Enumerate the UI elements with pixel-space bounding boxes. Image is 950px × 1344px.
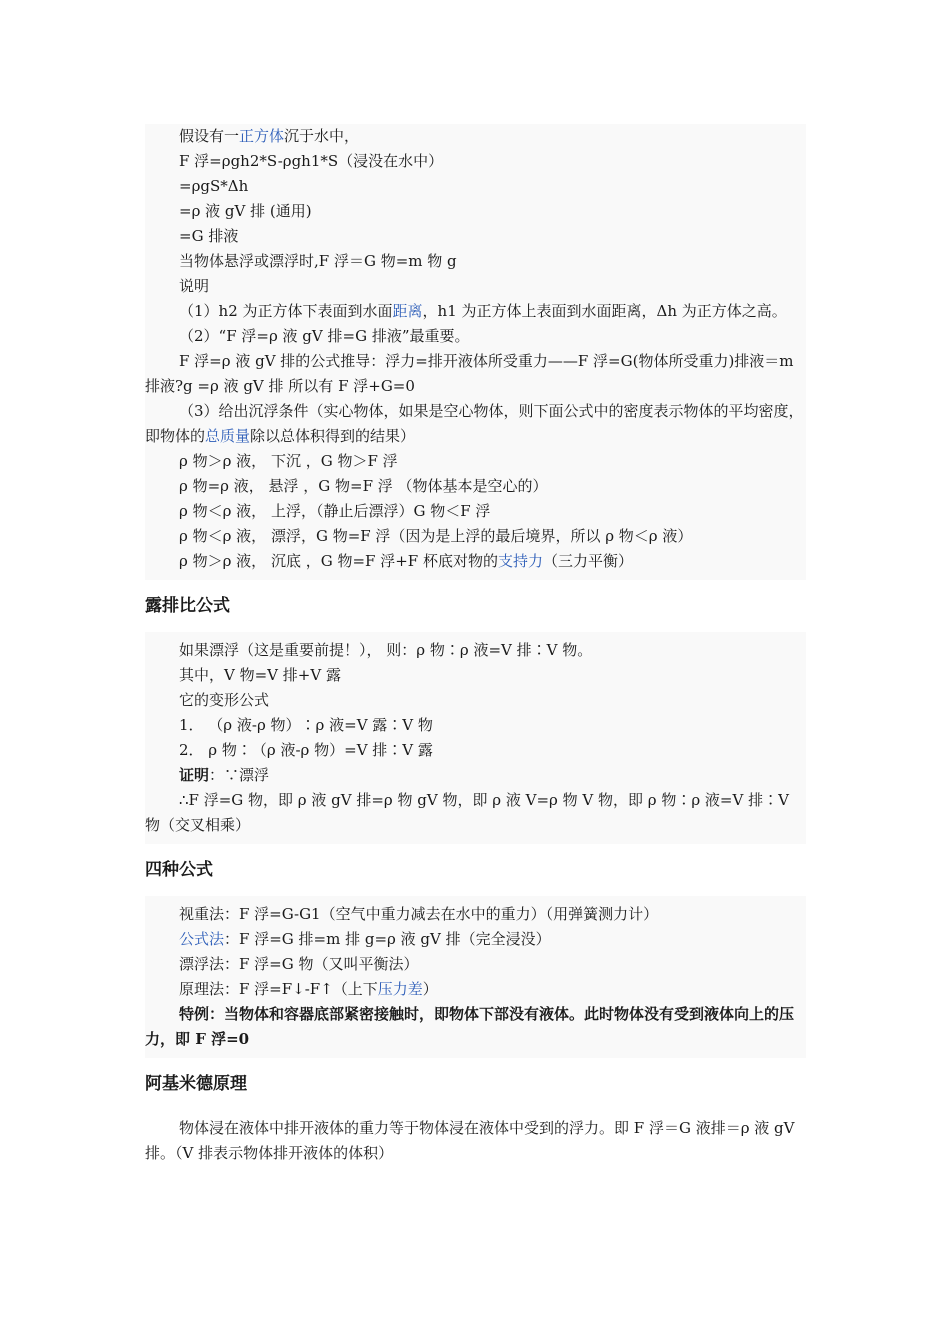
link-formula-method[interactable]: 公式法 bbox=[179, 930, 225, 948]
text: 假设有一 bbox=[179, 127, 240, 145]
document-page bbox=[145, 124, 806, 1166]
section-title-four: 四种公式 bbox=[145, 844, 806, 896]
lupai-line: 它的变形公式 bbox=[179, 691, 270, 709]
text: ，h1 为正方体上表面到水面距离，Δh 为正方体之高。 bbox=[422, 302, 787, 320]
section-title-archimedes: 阿基米德原理 bbox=[145, 1058, 806, 1110]
note-heading: 说明 bbox=[179, 277, 210, 295]
method-line: 视重法：F 浮=G-G1（空气中重力减去在水中的重力）（用弹簧测力计） bbox=[179, 905, 659, 923]
proof-line bbox=[145, 763, 806, 788]
proof-label: 证明 bbox=[179, 766, 210, 784]
lupai-line: 如果漂浮（这是重要前提！）， 则：ρ 物∶ρ 液=V 排∶V 物。 bbox=[179, 641, 593, 659]
formula-line: 当物体悬浮或漂浮时,F 浮＝G 物=m 物 g bbox=[179, 252, 457, 270]
method-line: 漂浮法：F 浮=G 物（又叫平衡法） bbox=[179, 955, 419, 973]
condition-line bbox=[145, 549, 806, 574]
text: （3）给出沉浮条件（实心物体，如果是空心物体，则下面公式中的密度表示物体的平均密度，即物体的 bbox=[145, 402, 804, 445]
special-case: 特例：当物体和容器底部紧密接触时，即物体下部没有液体。此时物体没有受到液体向上的压力，即 F 浮=0 bbox=[145, 1005, 795, 1048]
text: ρ 物＞ρ 液， 沉底 ，G 物=F 浮+F 杯底对物的 bbox=[179, 552, 498, 570]
condition-line: ρ 物=ρ 液， 悬浮 ，G 物=F 浮 （物体基本是空心的） bbox=[179, 477, 548, 495]
note-derivation: F 浮=ρ 液 gV 排的公式推导：浮力=排开液体所受重力——F 浮=G(物体所受重力)排液＝m 排液?g =ρ 液 gV 排 所以有 F 浮+G=0 bbox=[145, 352, 794, 395]
text: ：F 浮=G 排=m 排 g=ρ 液 gV 排（完全浸没） bbox=[224, 930, 551, 948]
link-cube[interactable]: 正方体 bbox=[239, 127, 285, 145]
section-title-lupai: 露排比公式 bbox=[145, 580, 806, 632]
proof-line: ∴F 浮=G 物，即 ρ 液 gV 排=ρ 物 gV 物，即 ρ 液 V=ρ 物 V 物，即 ρ 物∶ρ 液=V 排∶V 物（交叉相乘） bbox=[145, 791, 789, 834]
intro-block bbox=[145, 124, 806, 580]
note-1 bbox=[145, 299, 806, 324]
lupai-line: 1． （ρ 液-ρ 物）∶ρ 液=V 露∶V 物 bbox=[179, 716, 433, 734]
method-line bbox=[145, 977, 806, 1002]
intro-line bbox=[145, 124, 806, 149]
lupai-line: 2． ρ 物∶（ρ 液-ρ 物）=V 排∶V 露 bbox=[179, 741, 433, 759]
text: （三力平衡） bbox=[542, 552, 633, 570]
text: （1）h2 为正方体下表面到水面 bbox=[179, 302, 393, 320]
note-2: （2）“F 浮=ρ 液 gV 排=G 排液”最重要。 bbox=[179, 327, 470, 345]
text: 原理法：F 浮=F↓-F↑（上下 bbox=[179, 980, 378, 998]
arch-block bbox=[145, 1110, 806, 1166]
formula-line: =G 排液 bbox=[179, 227, 239, 245]
condition-line: ρ 物＜ρ 液， 上浮，（静止后漂浮）G 物＜F 浮 bbox=[179, 502, 491, 520]
link-distance[interactable]: 距离 bbox=[392, 302, 423, 320]
formula-line: =ρgS*Δh bbox=[179, 177, 249, 195]
four-block bbox=[145, 896, 806, 1058]
text: 除以总体积得到的结果） bbox=[250, 427, 416, 445]
note-3 bbox=[145, 399, 806, 449]
link-total-mass[interactable]: 总质量 bbox=[205, 427, 251, 445]
lupai-line: 其中，V 物=V 排+V 露 bbox=[179, 666, 341, 684]
link-support-force[interactable]: 支持力 bbox=[497, 552, 543, 570]
formula-line: F 浮=ρgh2*S-ρgh1*S（浸没在水中） bbox=[179, 152, 444, 170]
formula-line: =ρ 液 gV 排 (通用) bbox=[179, 202, 312, 220]
lupai-block bbox=[145, 632, 806, 844]
link-pressure-diff[interactable]: 压力差 bbox=[377, 980, 423, 998]
condition-line: ρ 物＜ρ 液， 漂浮，G 物=F 浮（因为是上浮的最后境界，所以 ρ 物＜ρ 液） bbox=[179, 527, 693, 545]
text: ） bbox=[422, 980, 438, 998]
arch-line: 物体浸在液体中排开液体的重力等于物体浸在液体中受到的浮力。即 F 浮＝G 液排＝ρ 液 gV 排。（V 排表示物体排开液体的体积） bbox=[145, 1119, 795, 1162]
text: ：∵漂浮 bbox=[209, 766, 270, 784]
condition-line: ρ 物＞ρ 液， 下沉 ，G 物＞F 浮 bbox=[179, 452, 398, 470]
text: 沉于水中， bbox=[284, 127, 360, 145]
method-line bbox=[145, 927, 806, 952]
